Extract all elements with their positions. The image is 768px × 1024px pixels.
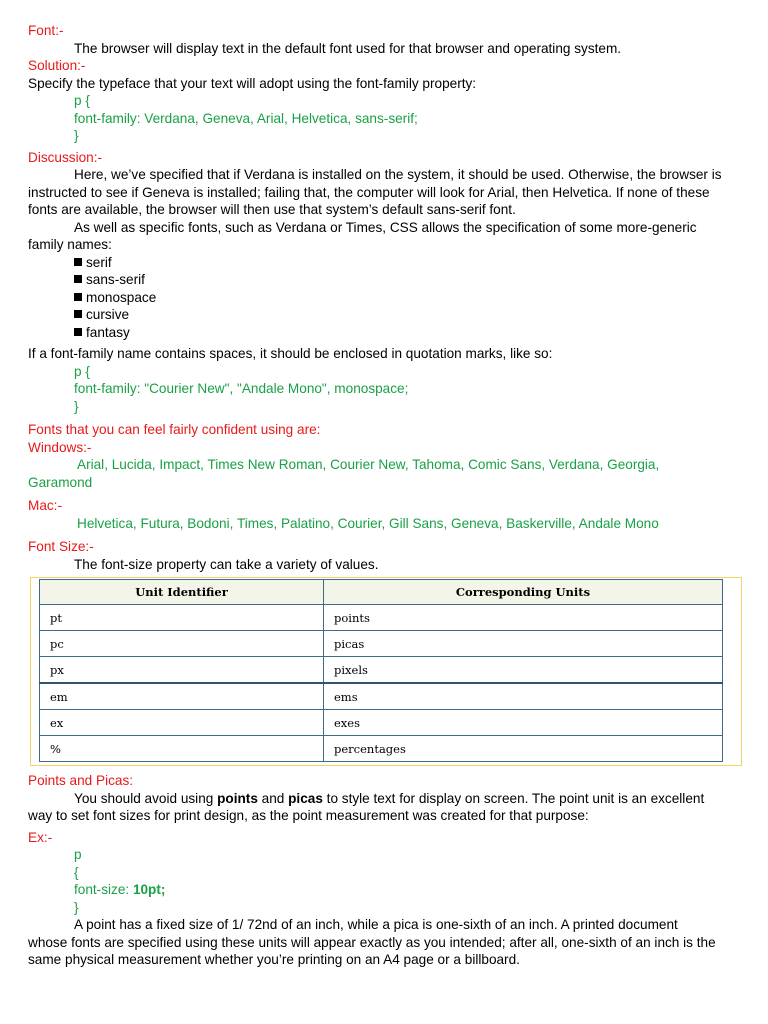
code-line: } [74,128,79,143]
table-cell: exes [324,710,723,736]
ex-heading: Ex:- [28,829,53,845]
table-cell: pc [40,631,324,657]
final-line3: same physical measurement whether you’re printing on an A4 page or a billboard. [28,952,520,968]
table-cell: px [40,657,324,684]
font-heading: Font:- [28,23,64,38]
table-cell: ex [40,710,324,736]
windows-fonts-line1: Arial, Lucida, Impact, Times New Roman, Courier New, Tahoma, Comic Sans, Verdana, Georgia, [77,457,660,473]
discussion-p2-line1: As well as specific fonts, such as Verdana or Times, CSS allows the specification of some more-generic [74,219,697,235]
table-row [40,683,723,710]
code-block-2 [28,363,740,416]
square-bullet-icon [74,275,82,283]
code-line: p { [74,93,90,108]
confident-heading: Fonts that you can feel fairly confident using are: [28,422,321,438]
final-line1: A point has a fixed size of 1/ 72nd of an inch, while a pica is one-sixth of an inch. A printed document [74,917,678,933]
list-item: serif [74,254,740,272]
code-line: font-family: Verdana, Geneva, Arial, Helvetica, sans-serif; [74,110,418,126]
final-line2: whose fonts are specified using these units will appear exactly as you intended; after all, one-sixth of an inch is the [28,934,716,950]
table-cell: picas [324,631,723,657]
code-line: p [74,847,82,863]
table-header-row [40,580,723,605]
list-item: cursive [74,306,740,324]
square-bullet-icon [74,310,82,318]
solution-heading: Solution:- [28,58,86,73]
code-line: p { [74,363,90,379]
table-cell: percentages [324,736,723,762]
table-row [40,605,723,631]
units-table [39,579,723,762]
points-p1-line2: way to set font sizes for print design, as the point measurement was created for that purpose: [28,808,589,824]
square-bullet-icon [74,258,82,266]
points-heading: Points and Picas: [28,773,134,789]
list-item: fantasy [74,324,740,342]
discussion-p1-line1: Here, we’ve specified that if Verdana is installed on the system, it should be used. Otherwise, the browser is [74,167,722,182]
font-text: The browser will display text in the default font used for that browser and operating system. [74,40,622,56]
generic-family-list [28,254,740,342]
units-table-frame [30,577,742,766]
table-row [40,736,723,762]
table-row [40,631,723,657]
mac-fonts: Helvetica, Futura, Bodoni, Times, Palatino, Courier, Gill Sans, Geneva, Baskerville, Andale Mono [77,515,659,531]
column-header-corresponding-units: Corresponding Units [324,580,723,605]
solution-text: Specify the typeface that your text will adopt using the font-family property: [28,75,477,91]
table-cell: points [324,605,723,631]
windows-fonts-line2: Garamond [28,474,93,490]
code-line: { [74,864,79,880]
code-line: } [74,398,79,414]
column-header-unit-identifier: Unit Identifier [40,580,324,605]
points-p1-line1: You should avoid using points and picas to style text for display on screen. The point unit is an excellent [74,790,705,806]
code-block-1 [28,92,740,145]
table-row [40,657,723,684]
table-cell: em [40,683,324,710]
code-block-3 [28,846,740,916]
mac-heading: Mac:- [28,498,62,514]
document-page [28,22,740,969]
table-cell: pt [40,605,324,631]
list-item: monospace [74,289,740,307]
code-line: font-family: "Courier New", "Andale Mono", monospace; [74,381,409,397]
discussion-p2-line2: family names: [28,237,112,252]
windows-heading: Windows:- [28,439,92,455]
quote-text: If a font-family name contains spaces, it should be enclosed in quotation marks, like so: [28,346,553,362]
table-cell: % [40,736,324,762]
fontsize-text: The font-size property can take a variety of values. [74,556,379,572]
table-row [40,710,723,736]
square-bullet-icon [74,293,82,301]
table-cell: ems [324,683,723,710]
code-line: } [74,899,79,915]
discussion-heading: Discussion:- [28,149,103,165]
list-item: sans-serif [74,271,740,289]
code-line: font-size: 10pt; [74,882,166,898]
fontsize-heading: Font Size:- [28,539,94,555]
discussion-p1-line3: fonts are available, the browser will then use that system’s default sans-serif font. [28,202,516,217]
discussion-p1-line2: instructed to see if Geneva is installed; failing that, the computer will look for Arial, then Helvetica. If none of these [28,184,710,200]
table-cell: pixels [324,657,723,684]
square-bullet-icon [74,328,82,336]
